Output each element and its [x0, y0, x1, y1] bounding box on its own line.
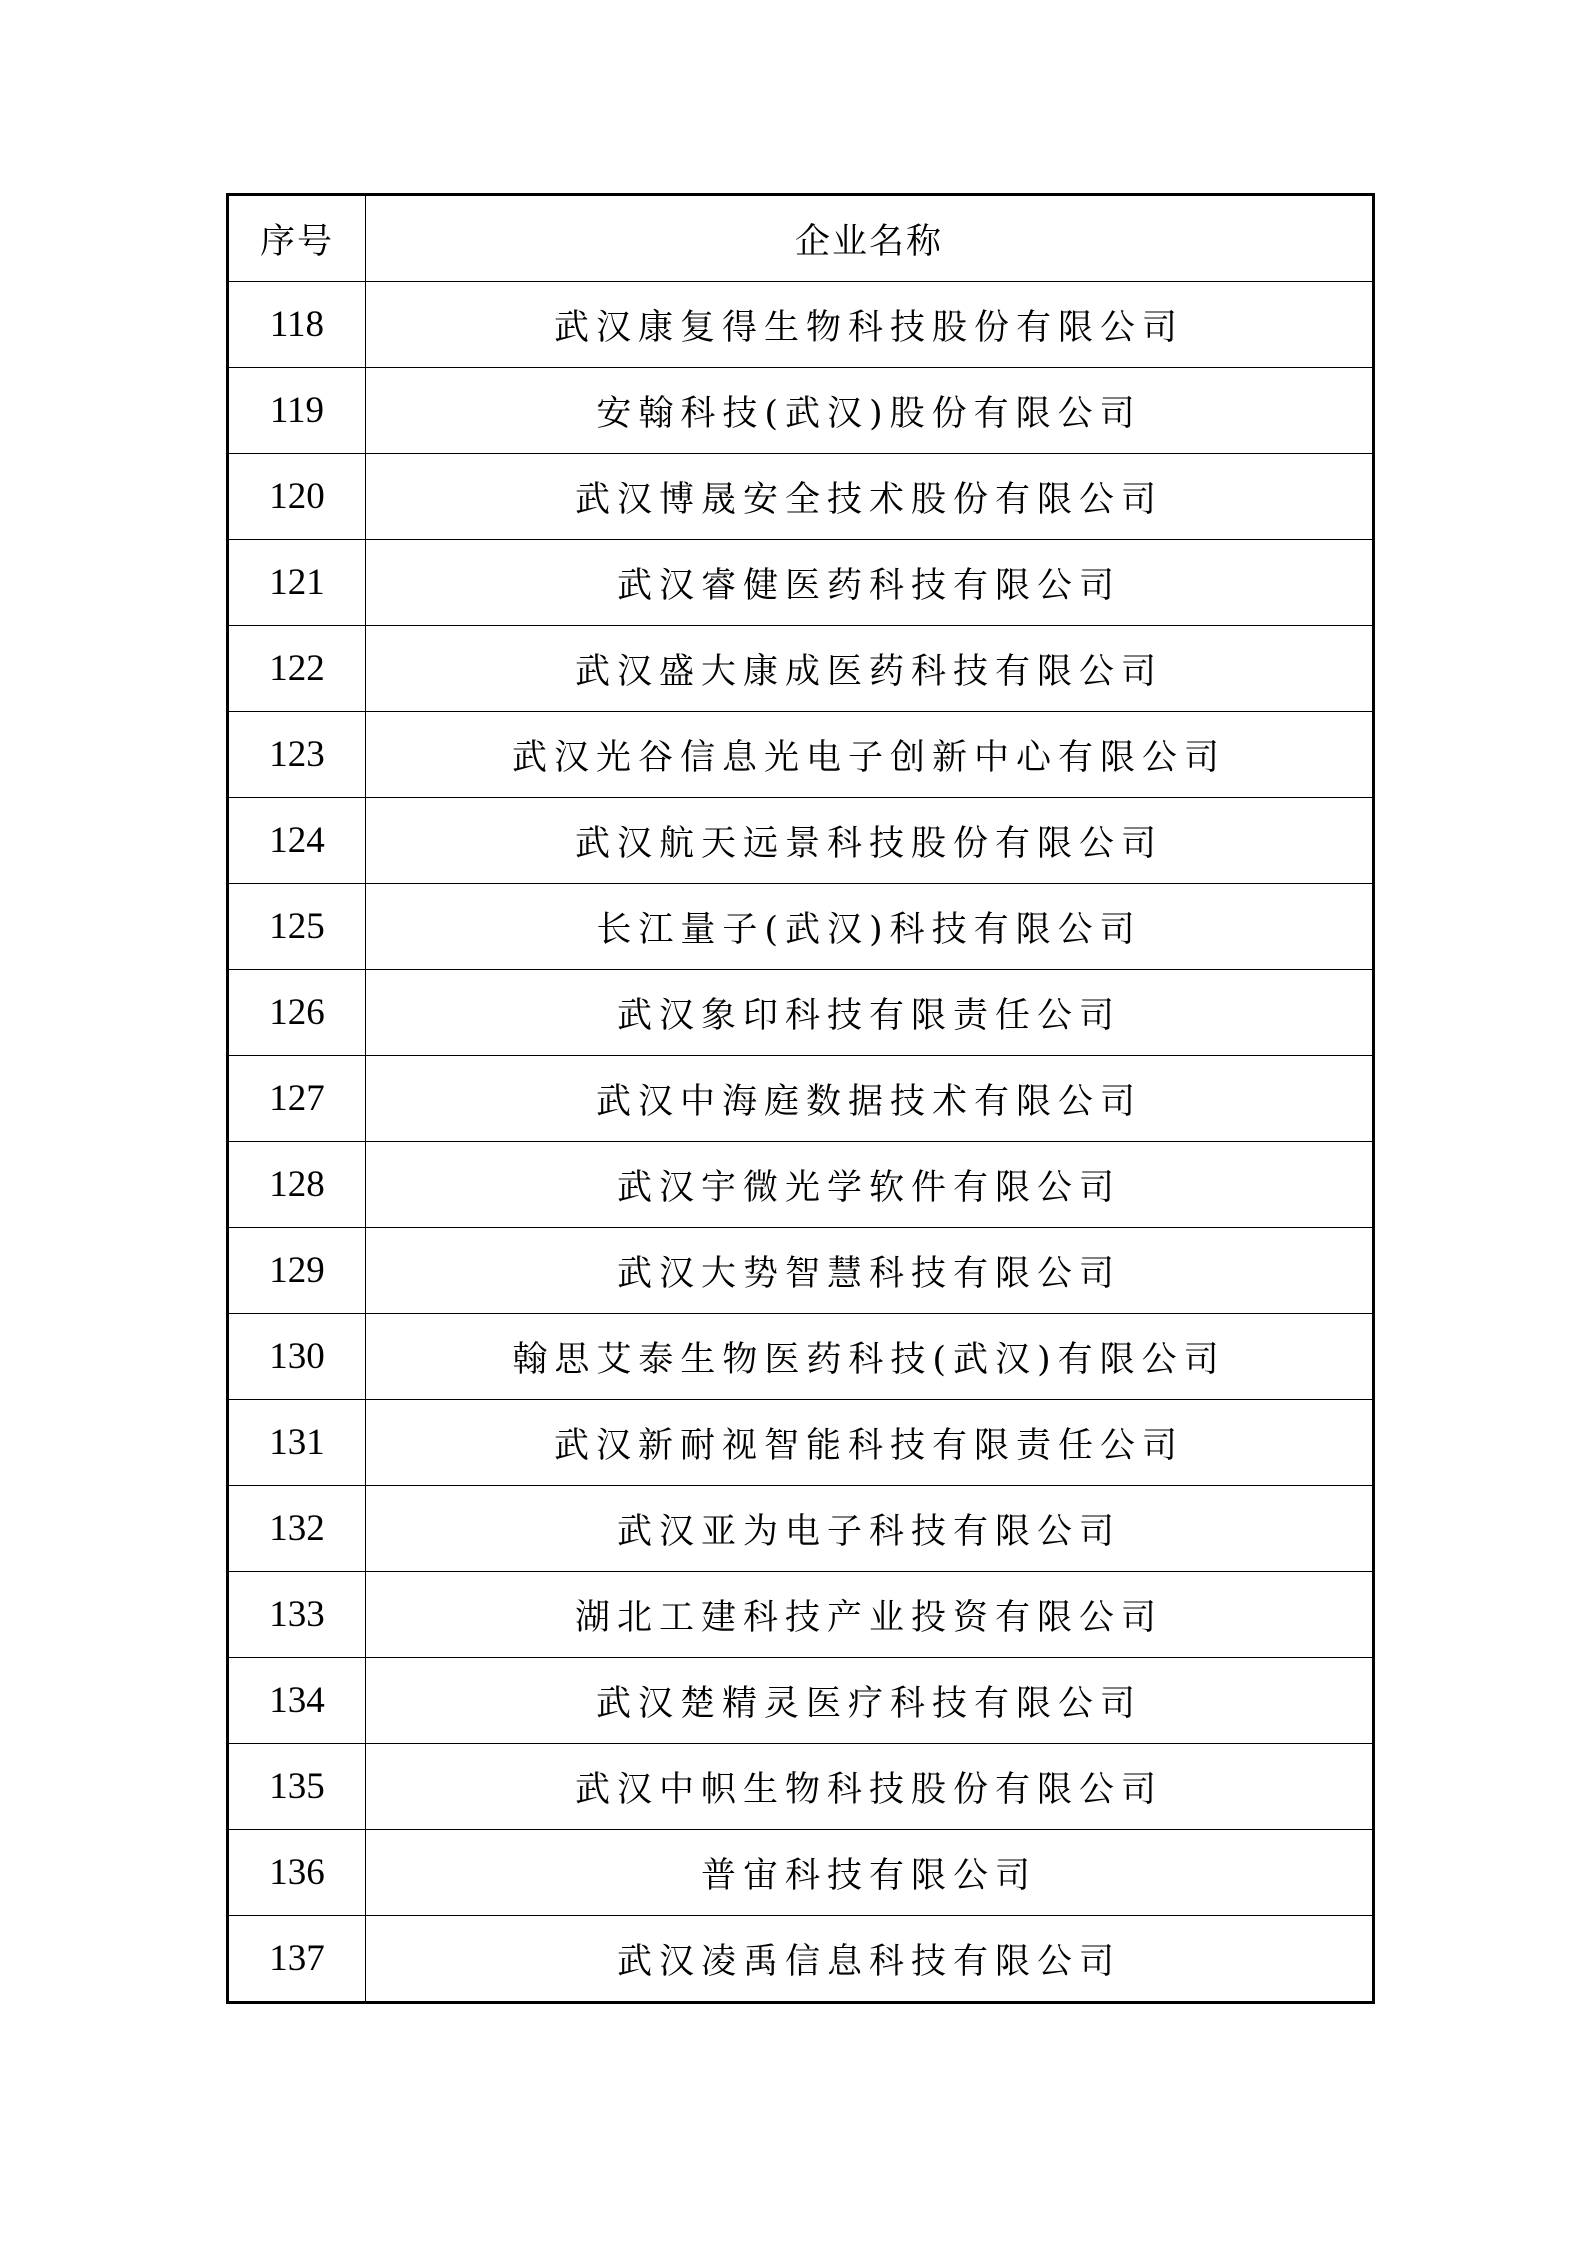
- table-row: [228, 1486, 1374, 1572]
- row-company-name: 普宙科技有限公司: [366, 1830, 1374, 1916]
- row-company-name: 武汉光谷信息光电子创新中心有限公司: [366, 712, 1374, 798]
- row-index: 128: [228, 1142, 366, 1228]
- table-row: [228, 1056, 1374, 1142]
- row-company-name: 武汉宇微光学软件有限公司: [366, 1142, 1374, 1228]
- row-index: 132: [228, 1486, 366, 1572]
- row-index: 134: [228, 1658, 366, 1744]
- row-index: 119: [228, 368, 366, 454]
- row-company-name: 武汉盛大康成医药科技有限公司: [366, 626, 1374, 712]
- row-company-name: 湖北工建科技产业投资有限公司: [366, 1572, 1374, 1658]
- table-row: [228, 1744, 1374, 1830]
- row-index: 131: [228, 1400, 366, 1486]
- row-company-name: 武汉大势智慧科技有限公司: [366, 1228, 1374, 1314]
- row-index: 122: [228, 626, 366, 712]
- row-index: 136: [228, 1830, 366, 1916]
- table-row: [228, 884, 1374, 970]
- table-body: [228, 282, 1374, 2003]
- row-company-name: 武汉中海庭数据技术有限公司: [366, 1056, 1374, 1142]
- row-index: 126: [228, 970, 366, 1056]
- row-company-name: 武汉航天远景科技股份有限公司: [366, 798, 1374, 884]
- row-company-name: 武汉楚精灵医疗科技有限公司: [366, 1658, 1374, 1744]
- row-index: 127: [228, 1056, 366, 1142]
- table-row: [228, 1572, 1374, 1658]
- row-company-name: 武汉凌禹信息科技有限公司: [366, 1916, 1374, 2003]
- table-row: [228, 1314, 1374, 1400]
- table-row: [228, 1658, 1374, 1744]
- table-row: [228, 626, 1374, 712]
- header-company-name: 企业名称: [366, 195, 1374, 282]
- row-index: 129: [228, 1228, 366, 1314]
- table-row: [228, 798, 1374, 884]
- table-header: [228, 195, 1374, 282]
- table-row: [228, 1830, 1374, 1916]
- row-index: 133: [228, 1572, 366, 1658]
- header-row: [228, 195, 1374, 282]
- row-company-name: 长江量子(武汉)科技有限公司: [366, 884, 1374, 970]
- row-company-name: 武汉亚为电子科技有限公司: [366, 1486, 1374, 1572]
- row-company-name: 武汉睿健医药科技有限公司: [366, 540, 1374, 626]
- row-company-name: 武汉象印科技有限责任公司: [366, 970, 1374, 1056]
- row-index: 130: [228, 1314, 366, 1400]
- table-row: [228, 282, 1374, 368]
- row-company-name: 武汉中帜生物科技股份有限公司: [366, 1744, 1374, 1830]
- row-index: 121: [228, 540, 366, 626]
- document-page: [226, 193, 1375, 1990]
- header-index: 序号: [228, 195, 366, 282]
- row-index: 125: [228, 884, 366, 970]
- row-company-name: 翰思艾泰生物医药科技(武汉)有限公司: [366, 1314, 1374, 1400]
- row-index: 118: [228, 282, 366, 368]
- table-row: [228, 970, 1374, 1056]
- row-company-name: 武汉博晟安全技术股份有限公司: [366, 454, 1374, 540]
- row-index: 124: [228, 798, 366, 884]
- row-index: 120: [228, 454, 366, 540]
- row-index: 135: [228, 1744, 366, 1830]
- table-row: [228, 368, 1374, 454]
- row-index: 123: [228, 712, 366, 798]
- table-row: [228, 712, 1374, 798]
- row-company-name: 武汉新耐视智能科技有限责任公司: [366, 1400, 1374, 1486]
- table-row: [228, 540, 1374, 626]
- table-row: [228, 454, 1374, 540]
- row-company-name: 安翰科技(武汉)股份有限公司: [366, 368, 1374, 454]
- row-company-name: 武汉康复得生物科技股份有限公司: [366, 282, 1374, 368]
- table-row: [228, 1142, 1374, 1228]
- company-table: [226, 193, 1375, 2004]
- table-row: [228, 1228, 1374, 1314]
- table-row: [228, 1400, 1374, 1486]
- table-row: [228, 1916, 1374, 2003]
- row-index: 137: [228, 1916, 366, 2003]
